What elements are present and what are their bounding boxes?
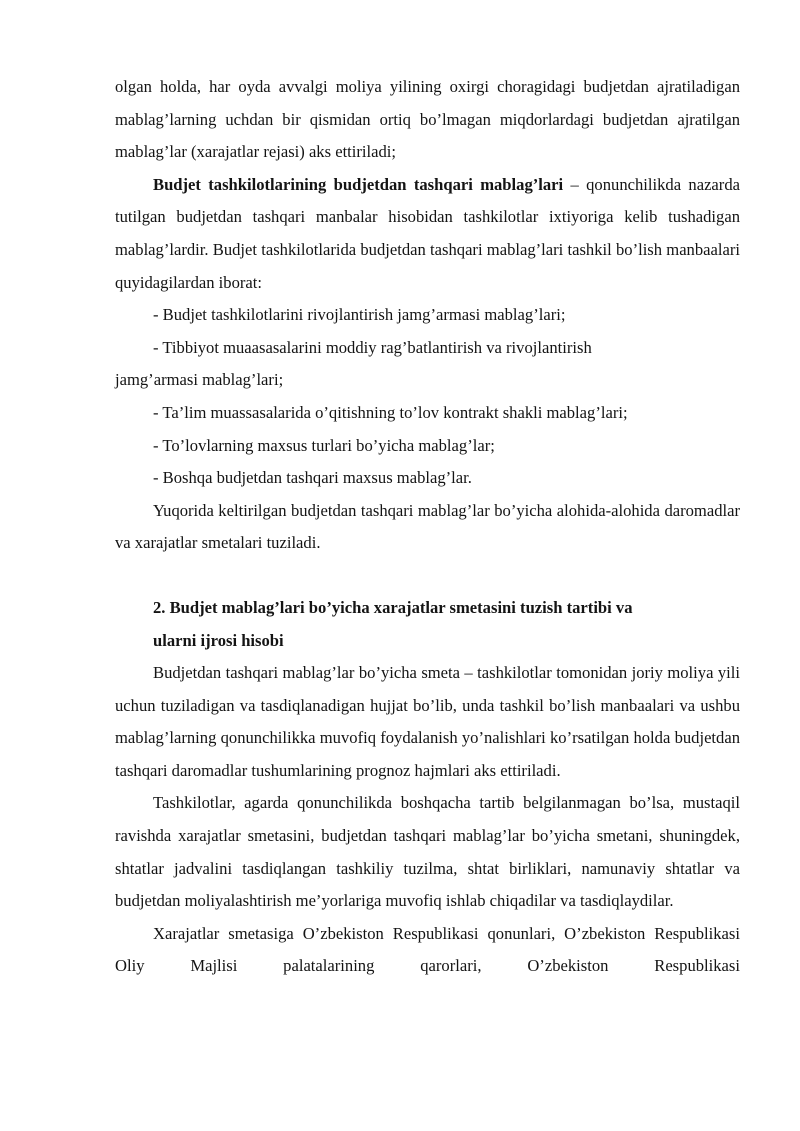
document-body [115,71,740,983]
section-heading-line-2: ularni ijrosi hisobi [153,630,284,650]
paragraph-3: Yuqorida keltirilgan budjetdan tashqari mablag’lar bo’yicha alohida-alohida daromadlar va xarajatlar smetalari tuziladi. [115,500,740,553]
paragraph-5: Tashkilotlar, agarda qonunchilikda boshqacha tartib belgilanmagan bo’lsa, mustaqil ravishda xarajatlar smetasini, budjetdan tashqari mablag’lar bo’yicha smetani, shuningdek, shtatlar jadvalini tasdiqlangan tashkiliy tuzilma, shtat birliklari, namunaviy shtatlar va budjetdan moliyalashtirish me’yorlariga muvofiq ishlab chiqadilar va tasdiqlaydilar. [115,793,740,911]
term-bold: Budjet tashkilotlarining budjetdan tashqari mablag’lari [153,174,564,194]
list-item-2: - Tibbiyot muaasasalarini moddiy rag’batlantirish va rivojlantirish [153,337,592,357]
section-heading-line-1: 2. Budjet mablag’lari bo’yicha xarajatlar smetasini tuzish tartibi va [153,597,633,617]
list-item-2-continued: jamg’armasi mablag’lari; [115,370,284,390]
spacer [115,560,740,592]
list-item-5: - Boshqa budjetdan tashqari maxsus mablag’lar. [153,468,472,488]
paragraph-1: olgan holda, har oyda avvalgi moliya yilining oxirgi choragidagi budjetdan ajratiladigan mablag’larning uchdan bir qismidan ortiq bo’lmagan miqdorlardagi budjetdan ajratilgan mablag’lar (xarajatlar rejasi) aks ettiriladi; [115,77,740,162]
paragraph-4: Budjetdan tashqari mablag’lar bo’yicha smeta – tashkilotlar tomonidan joriy moliya yili uchun tuziladigan va tasdiqlanadigan hujjat bo’lib, unda tashkil bo’lish manbaalari va ushbu mablag’larning qonunchilikka muvofiq foydalanish yo’nalishlari ko’rsatilgan holda budjetdan tashqari daromadlar tushumlarining prognoz hajmlari aks ettiriladi. [115,663,740,780]
paragraph-2-text: – qonunchilikda nazarda tutilgan budjetdan tashqari manbalar hisobidan tashkilotlar ixtiyoriga kelib tushadigan mablag’lardir. Budjet tashkilotlarida budjetdan tashqari mablag’lari tashkil bo’lish manbaalari quyidagilardan iborat: [115,174,740,292]
list-item-1: - Budjet tashkilotlarini rivojlantirish jamg’armasi mablag’lari; [153,305,566,325]
list-item-4: - To’lovlarning maxsus turlari bo’yicha mablag’lar; [153,435,495,455]
list-item-3: - Ta’lim muassasalarida o’qitishning to’lov kontrakt shakli mablag’lari; [153,402,628,422]
paragraph-2 [115,169,740,299]
paragraph-6: Xarajatlar smetasiga O’zbekiston Respublikasi qonunlari, O’zbekiston Respublikasi Oliy Majlisi palatalarining qarorlari, O’zbekiston Respublikasi [115,923,740,976]
